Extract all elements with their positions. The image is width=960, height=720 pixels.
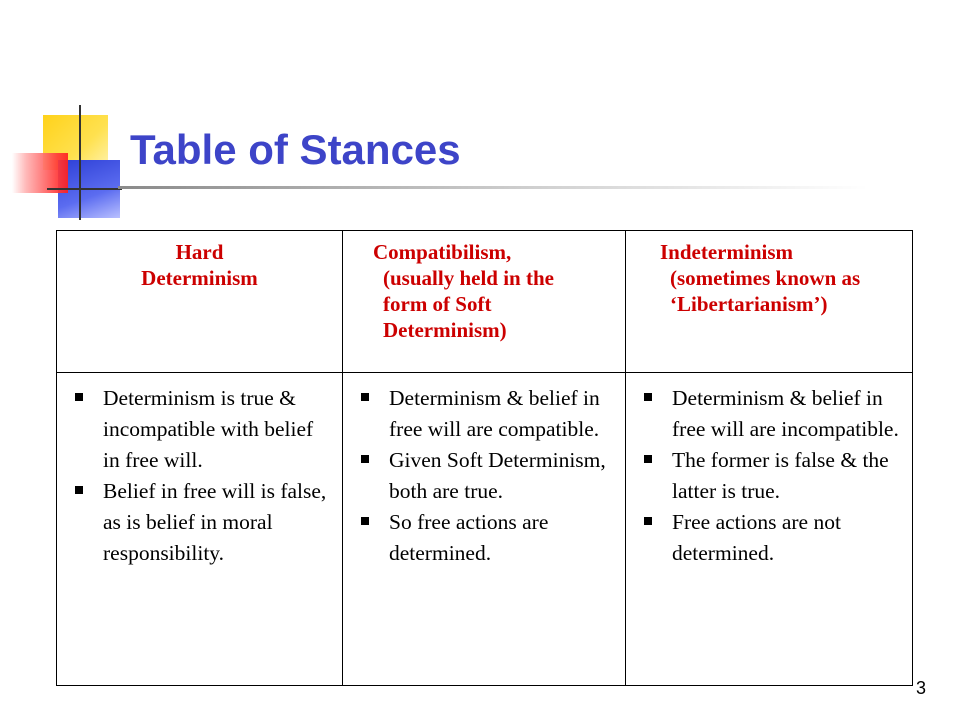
square-bullet-icon	[644, 517, 652, 525]
list-item	[640, 507, 904, 569]
square-bullet-icon	[361, 517, 369, 525]
logo-vertical-line	[79, 105, 81, 220]
logo-horizontal-line	[47, 188, 122, 190]
header-line: (usually held in the form of Soft Determinism)	[383, 266, 554, 342]
bullet-list	[626, 373, 912, 569]
title-underline	[118, 186, 868, 189]
list-item-text: Free actions are not determined.	[672, 510, 841, 565]
list-item	[71, 383, 334, 476]
list-item-text: So free actions are determined.	[389, 510, 549, 565]
header-indeterminism	[626, 231, 913, 373]
slide-number: 3	[915, 678, 926, 698]
cell-indeterminism	[626, 373, 913, 686]
square-bullet-icon	[361, 393, 369, 401]
square-bullet-icon	[75, 486, 83, 494]
list-item-text: Determinism & belief in free will are compatible.	[389, 386, 600, 441]
square-bullet-icon	[361, 455, 369, 463]
header-line: Indeterminism	[660, 240, 793, 264]
list-item-text: Determinism & belief in free will are incompatible.	[672, 386, 899, 441]
header-line: Hard	[175, 240, 224, 264]
list-item	[71, 476, 334, 569]
table-body-row	[57, 373, 913, 686]
list-item	[357, 445, 617, 507]
cell-hard-determinism	[57, 373, 343, 686]
slide-logo-decoration	[0, 95, 140, 225]
bullet-list	[57, 373, 342, 569]
list-item	[640, 445, 904, 507]
bullet-list	[343, 373, 625, 569]
header-line: Determinism	[141, 266, 258, 290]
header-hard-determinism	[57, 231, 343, 373]
list-item-text: Belief in free will is false, as is belief in moral responsibility.	[103, 479, 327, 565]
stances-table	[56, 230, 913, 686]
square-bullet-icon	[75, 393, 83, 401]
header-line: Compatibilism,	[373, 240, 512, 264]
slide-title: Table of Stances	[130, 126, 461, 173]
square-bullet-icon	[644, 455, 652, 463]
list-item-text: The former is false & the latter is true.	[672, 448, 889, 503]
header-line: (sometimes known as ‘Libertarianism’)	[670, 266, 861, 316]
table-header-row	[57, 231, 913, 373]
cell-compatibilism	[343, 373, 626, 686]
list-item	[640, 383, 904, 445]
logo-red-bar	[12, 153, 68, 193]
square-bullet-icon	[644, 393, 652, 401]
list-item	[357, 383, 617, 445]
list-item-text: Given Soft Determinism, both are true.	[389, 448, 606, 503]
list-item	[357, 507, 617, 569]
header-compatibilism	[343, 231, 626, 373]
list-item-text: Determinism is true & incompatible with belief in free will.	[103, 386, 314, 472]
